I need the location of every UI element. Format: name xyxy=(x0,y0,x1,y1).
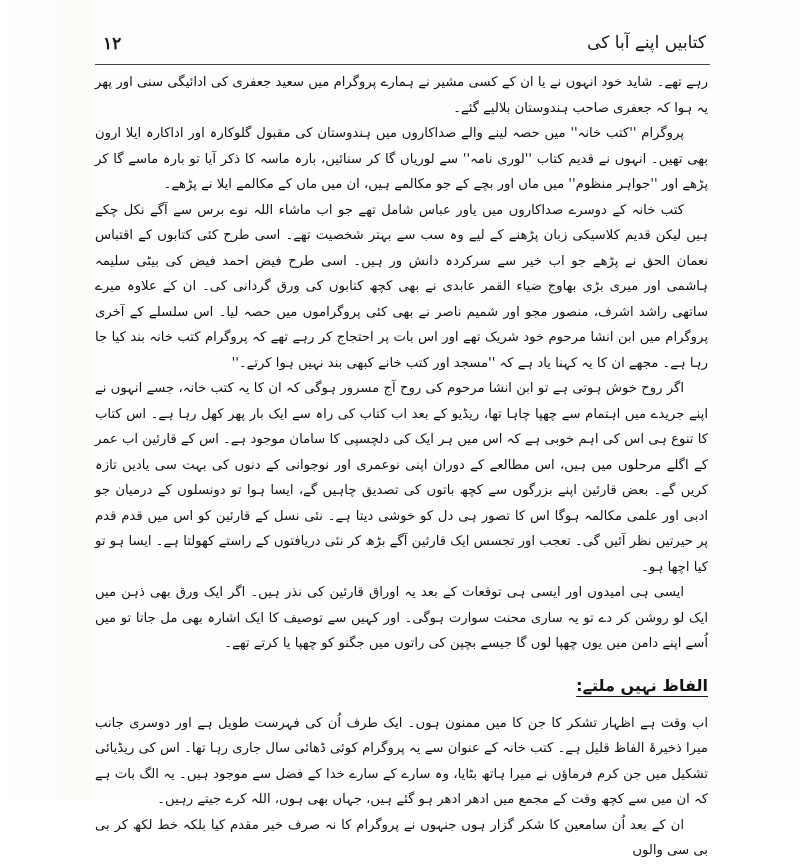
paragraph-3: کتب خانہ کے دوسرے صداکاروں میں یاور عباس شامل تھے جو اب ماشاء اللہ نوے برس سے آگے نکل چکے ہیں لیکن قدیم کلاسیکی زبان پڑھنے کے لیے وہ سب سے بہتر شخصیت تھے۔ اسی طرح کئی کتابوں کے اقتباس نعمان الحق نے پڑھے جو اب خیر سے سرکردہ دانش ور ہیں۔ اسی طرح فیض احمد فیض کی بیٹی سلیمہ ہاشمی اور میری بڑی بھاوج ضیاء القمر عابدی نے بھی کچھ کتابوں کی ورق گردانی کی۔ ان کے علاوہ میرے ساتھی راشد اشرف، منصور مجو اور شمیم ناصر نے بھی کئی پروگراموں میں حصہ لیا۔ اس سلسلے کے آخری پروگرام میں ابن انشا مرحوم خود شریک تھے اور اس بات پر احتجاج کر رہے تھے کہ پروگرام کتب خانہ بند کیا جا رہا ہے۔ مجھے ان کا یہ کہنا یاد ہے کہ ''مسجد اور کتب خانے کبھی بند نہیں ہوا کرتے۔'' xyxy=(95,202,708,371)
paragraph-4: اگر روح خوش ہوتی ہے تو ابن انشا مرحوم کی روح آج مسرور ہوگی کہ ان کا یہ کتب خانہ، جسے انہوں نے اپنے جریدے میں اہتمام سے چھپا چاہا تھا، ریڈیو کے بعد اب کتاب کی راہ سے ایک بار پھر کھل رہا ہے۔ اس کتاب کا تنوع ہی اس کی اہم خوبی ہے کہ اس میں ہر ایک کی دلچسپی کا سامان موجود ہے۔ اس کے قارئین اب عمر کے اگلے مرحلوں میں ہیں، اس مطالعے کے دوران اپنی نوعمری اور نوجوانی کے دنوں کی بہت سی یادیں تازہ کریں گے۔ بعض قارئین اپنے بزرگوں سے کچھ باتوں کی تصدیق چاہیں گے، ایسا ہوا تو دونسلوں کے درمیان جو ادبی اور علمی مکالمہ ہوگا اس کا تصور ہی دل کو خوشی دیتا ہے۔ نئی نسل کے قارئین کو اس میں قدم قدم پر حیرتیں نظر آئیں گی۔ تعجب اور تجسس ایک قارئین آگے بڑھ کر نئی دریافتوں کے راستے کھولتا ہے۔ ایسا ہو تو کیا اچھا ہو۔ xyxy=(95,381,708,575)
paragraph-1: رہے تھے۔ شاید خود انہوں نے یا ان کے کسی مشیر نے ہمارے پروگرام میں سعید جعفری کی ادائیگی سنی اور پھر یہ ہوا کہ جعفری صاحب ہندوستان بلالیے گئے۔ xyxy=(95,75,708,116)
running-title: کتابیں اپنے آبا کی xyxy=(587,33,706,53)
section-heading: الفاظ نہیں ملتے: xyxy=(576,675,708,695)
paragraph-2: پروگرام ''کتب خانہ'' میں حصہ لینے والے صداکاروں میں ہندوستان کی مقبول گلوکارہ اور اداکارہ ایلا ارون بھی تھیں۔ انہوں نے قدیم کتاب ''لوری نامہ'' سے لوریاں گا کر سنائیں، بارہ ماسہ کا ذکر آیا تو بارہ ماسے گا کر پڑھے اور ''جواہر منظوم'' میں ماں اور بچے کے جو مکالمے ہیں، ان میں ماں کے مکالمے ایلا نے پڑھے۔ xyxy=(95,126,708,192)
page-header xyxy=(95,30,710,65)
paragraph-6: اب وقت ہے اظہار تشکر کا جن کا میں ممنون ہوں۔ ایک طرف اُن کی فہرست طویل ہے اور دوسری جانب میرا ذخیرۂ الفاظ قلیل ہے۔ کتب خانہ کے عنوان سے یہ پروگرام کوئی ڈھائی سال جاری رہا تھا۔ اس کی ریڈیائی تشکیل میں جن کرم فرماؤں نے میرا ہاتھ بٹایا، وہ سارے کے سارے خدا کے فضل سے موجود ہیں۔ یہ الگ بات ہے کہ ان میں سے کچھ وقت کے مجمع میں ادھر ادھر ہو گئے ہیں، جہاں بھی ہوں، اللہ کرے جیتے رہیں۔ xyxy=(95,715,708,807)
paragraph-7: ان کے بعد اُن سامعین کا شکر گزار ہوں جنہوں نے پروگرام کا نہ صرف خیر مقدم کیا بلکہ خط لکھ کر بی بی سی والوں xyxy=(95,817,708,858)
paragraph-5: ایسی ہی امیدوں اور ایسی ہی توقعات کے بعد یہ اوراق قارئین کی نذر ہیں۔ اگر ایک ورق بھی ذہن میں ایک لو روشن کر دے تو یہ ساری محنت سوارت ہوگی۔ اور کہیں سے توصیف کا ایک اشارہ بھی مل جاتا تو میں اُسے اپنے دامن میں یوں چھپا لوں گا جیسے بچپن کی راتوں میں جگنو کو چھپا یا کرتے تھے۔ xyxy=(95,585,708,651)
page-body xyxy=(95,70,708,864)
page-margin-shade xyxy=(0,0,92,800)
page-number: ۱۲ xyxy=(103,34,122,54)
